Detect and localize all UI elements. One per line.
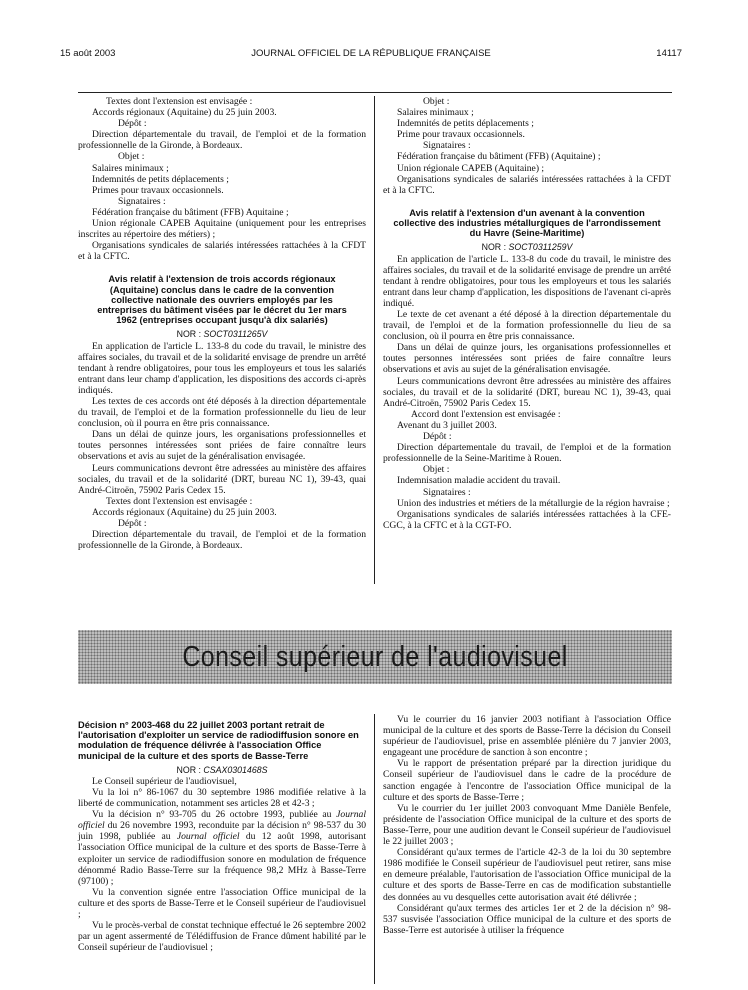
top-rule bbox=[78, 92, 672, 93]
list-item: Indemnités de petits déplacements ; bbox=[397, 118, 534, 130]
section-label: Objet : bbox=[118, 151, 145, 163]
paragraph: Dans un délai de quinze jours, les organisations professionnelles et toutes personnes intéressées sont priées de faire connaître leurs observations et avis au sujet de la généralisation envisagée. bbox=[383, 342, 671, 376]
paragraph: Vu le courrier du 1er juillet 2003 convoquant Mme Danièle Benfele, présidente de l'association Office municipal de la culture et des sports de Basse-Terre, pour une audition devant le Conseil supérieur de l'audiovisuel le 22 juillet 2003 ; bbox=[383, 802, 671, 848]
list-item: Salaires minimaux ; bbox=[92, 162, 169, 174]
paragraph: Dans un délai de quinze jours, les organisations professionnelles et toutes personnes intéressées sont priées de faire connaître leurs observations et avis au sujet de la généralisation envisagée. bbox=[78, 429, 366, 463]
paragraph: Direction départementale du travail, de l'emploi et de la formation professionnelle de la Gironde, à Bordeaux. bbox=[78, 529, 366, 552]
decision-title: Décision n° 2003-468 du 22 juillet 2003 portant retrait de l'autorisation d'exploiter un service de radiodiffusion sonore en modulation de fréquence délivrée à l'association Office municipal de la culture et des sports de Basse-Terre bbox=[78, 720, 359, 761]
paragraph: Vu la décision n° 93-705 du 26 octobre 1993, publiée au Journal officiel du 26 novembre 1993, reconduite par la décision n° 98-537 du 30 juin 1998, publiée au Journal officiel du 12 août 1998, autorisant l'association Office municipal de la culture et des sports de Basse-Terre à exploiter un service de radiodiffusion sonore en modulation de fréquence dénommé Radio Basse-Terre sur la fréquence 98,2 MHz à Basse-Terre (97100) ; bbox=[78, 809, 366, 887]
paragraph: En application de l'article L. 133-8 du code du travail, le ministre des affaires sociales, du travail et de la solidarité envisage de prendre un arrêté tendant à rendre obligatoires, pour tous les employeurs et tous les salariés entrant dans leur champ d'application, les dispositions des accords ci-après indiqués. bbox=[78, 340, 366, 396]
paragraph: Leurs communications devront être adressées au ministère des affaires sociales, du travail et de la solidarité (DRT, bureau NC 1), 39-43, quai André-Citroën, 75902 Paris Cedex 15. bbox=[383, 375, 671, 409]
list-item: Organisations syndicales de salariés intéressées rattachées à la CFE-CGC, à la CFTC et à la CGT-FO. bbox=[383, 508, 671, 531]
list-item: Salaires minimaux ; bbox=[397, 107, 474, 119]
list-item: Organisations syndicales de salariés intéressées rattachées à la CFDT et à la CFTC. bbox=[383, 173, 671, 196]
notice-title: Avis relatif à l'extension d'un avenant à la convention collective des industries métallurgiques de l'arrondissement du Havre (Seine-Maritime) bbox=[393, 207, 661, 239]
page-header bbox=[60, 48, 682, 62]
section-label: Objet : bbox=[423, 96, 450, 107]
list-item: Union régionale CAPEB (Aquitaine) ; bbox=[397, 162, 545, 174]
paragraph: Avenant du 3 juillet 2003. bbox=[397, 419, 497, 431]
paragraph: Les textes de ces accords ont été déposés à la direction départementale du travail, de l'emploi et de la formation professionnelle du lieu de leur conclusion, où il pourra en être pris connaissance. bbox=[78, 395, 366, 430]
paragraph: Accords régionaux (Aquitaine) du 25 juin 2003. bbox=[92, 107, 277, 119]
column-1 bbox=[78, 96, 366, 551]
section-label: Objet : bbox=[423, 464, 450, 476]
header-date: 15 août 2003 bbox=[60, 48, 116, 59]
paragraph: Accords régionaux (Aquitaine) du 25 juin 2003. bbox=[92, 506, 277, 518]
notice-title: Avis relatif à l'extension de trois accords régionaux (Aquitaine) conclus dans le cadre de la convention collective nationale des ouvriers employés par les entreprises du bâtiment visées par le décret du 1er mars 1962 (entreprises occupant jusqu'à dix salariés) bbox=[97, 274, 347, 326]
list-item: Indemnités de petits déplacements ; bbox=[92, 173, 229, 185]
list-item: Organisations syndicales de salariés intéressées rattachées à la CFDT et à la CFTC. bbox=[78, 240, 366, 263]
section-label: Dépôt : bbox=[423, 431, 452, 443]
section-label: Signataires : bbox=[423, 486, 471, 498]
header-page-number: 14117 bbox=[656, 48, 682, 59]
paragraph: Considérant qu'aux termes des articles 1er et 2 de la décision n° 98-537 susvisée l'association Office municipal de la culture et des sports de Basse-Terre est autorisée à utiliser la fréquence bbox=[383, 902, 671, 936]
paragraph: Vu la convention signée entre l'association Office municipal de la culture et des sports de Basse-Terre et le Conseil supérieur de l'audiovisuel ; bbox=[78, 886, 366, 921]
column-2 bbox=[383, 96, 671, 531]
column-3 bbox=[78, 714, 366, 953]
list-item: Fédération française du bâtiment (FFB) Aquitaine ; bbox=[92, 206, 289, 218]
header-journal-title: JOURNAL OFFICIEL DE LA RÉPUBLIQUE FRANÇAISE bbox=[251, 48, 491, 59]
nor-reference: NOR : SOCT0311265V bbox=[176, 329, 268, 340]
column-divider-bottom bbox=[374, 714, 375, 984]
section-label: Signataires : bbox=[118, 195, 166, 207]
paragraph: Vu le procès-verbal de constat technique effectué le 26 septembre 2002 par un agent assermenté de Télédiffusion de France dûment habilité par le Conseil supérieur de l'audiovisuel ; bbox=[78, 920, 366, 954]
paragraph: Vu le rapport de présentation préparé par la direction juridique du Conseil supérieur de l'audiovisuel dans le cadre de la procédure de sanction engagée à l'encontre de l'association Office municipal de la culture et des sports de Basse-Terre ; bbox=[383, 758, 671, 803]
paragraph: Considérant qu'aux termes de l'article 42-3 de la loi du 30 septembre 1986 modifiée le Conseil supérieur de l'audiovisuel peut retirer, sans mise en demeure préalable, l'autorisation de l'association Office municipal de la culture et des sports de Basse-Terre en cas de modification substantielle des données au vu desquelles cette autorisation avait été délivrée ; bbox=[383, 847, 671, 903]
paragraph: Accord dont l'extension est envisagée : bbox=[411, 408, 561, 420]
paragraph: Direction départementale du travail, de l'emploi et de la formation professionnelle de la Gironde, à Bordeaux. bbox=[78, 129, 366, 152]
nor-reference: NOR : SOCT0311259V bbox=[481, 242, 573, 253]
column-4 bbox=[383, 714, 671, 936]
paragraph: Textes dont l'extension est envisagée : bbox=[106, 495, 253, 507]
paragraph: Le texte de cet avenant a été déposé à la direction départementale du travail, de l'emploi et de la formation professionnelle du lieu de sa conclusion, où il pourra en être pris connaissance. bbox=[383, 309, 671, 343]
paragraph: Indemnisation maladie accident du travail. bbox=[397, 475, 561, 487]
list-item: Union régionale CAPEB Aquitaine (uniquement pour les entreprises inscrites au répertoire des métiers) ; bbox=[78, 218, 366, 241]
paragraph: Direction départementale du travail, de l'emploi et de la formation professionnelle de la Seine-Maritime à Rouen. bbox=[383, 442, 671, 465]
list-item: Union des industries et métiers de la métallurgie de la région havraise ; bbox=[397, 497, 670, 509]
paragraph: En application de l'article L. 133-8 du code du travail, le ministre des affaires sociales, du travail et de la solidarité envisage de prendre un arrêté tendant à rendre obligatoires, pour tous les employeurs et tous les salariés entrant dans leur champ d'application, les dispositions de l'avenant ci-après indiqué. bbox=[383, 253, 671, 309]
section-label: Dépôt : bbox=[118, 118, 147, 130]
list-item: Prime pour travaux occasionnels. bbox=[397, 129, 525, 141]
list-item: Fédération française du bâtiment (FFB) (Aquitaine) ; bbox=[397, 151, 601, 163]
paragraph: Le Conseil supérieur de l'audiovisuel, bbox=[92, 775, 237, 787]
paragraph: Leurs communications devront être adressées au ministère des affaires sociales, du travail et de la solidarité (DRT, bureau NC 1), 39-43, quai André-Citroën, 75902 Paris Cedex 15. bbox=[78, 462, 366, 496]
section-label: Dépôt : bbox=[118, 518, 147, 530]
section-banner bbox=[78, 630, 672, 684]
paragraph: Textes dont l'extension est envisagée : bbox=[106, 96, 253, 107]
paragraph: Vu la loi n° 86-1067 du 30 septembre 1986 modifiée relative à la liberté de communication, notamment ses articles 28 et 42-3 ; bbox=[78, 787, 366, 810]
nor-reference: NOR : CSAX0301468S bbox=[176, 764, 268, 775]
list-item: Primes pour travaux occasionnels. bbox=[92, 184, 224, 196]
banner-title: Conseil supérieur de l'audiovisuel bbox=[182, 640, 568, 673]
column-divider-top bbox=[374, 96, 375, 584]
paragraph: Vu le courrier du 16 janvier 2003 notifiant à l'association Office municipal de la culture et des sports de Basse-Terre la décision du Conseil supérieur de l'audiovisuel, prise en assemblée plénière du 7 janvier 2003, engageant une procédure de sanction à son encontre ; bbox=[383, 714, 671, 759]
section-label: Signataires : bbox=[423, 140, 471, 152]
